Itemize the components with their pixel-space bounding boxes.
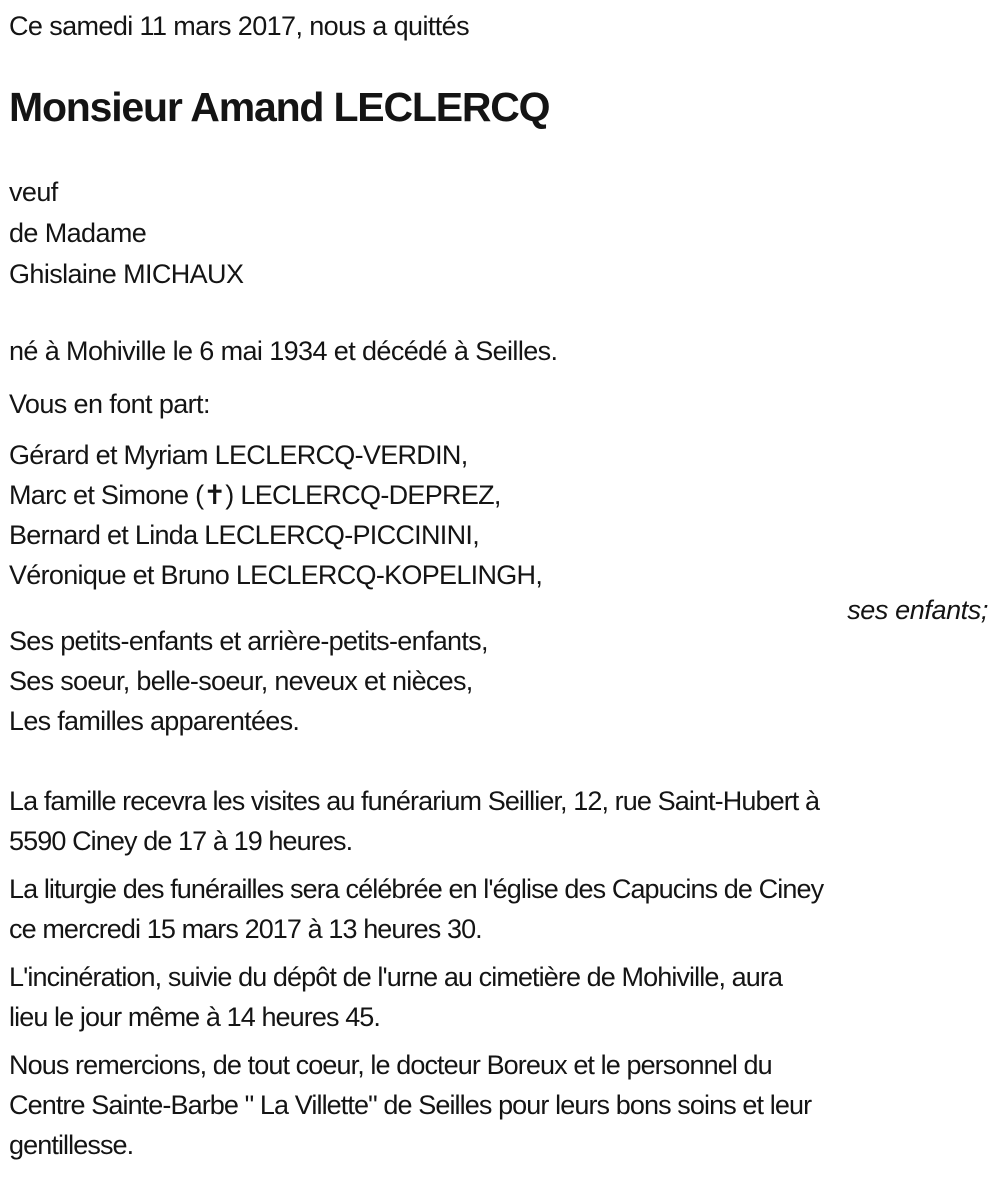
- cremation-line: lieu le jour même à 14 heures 45.: [9, 1002, 381, 1032]
- announcement-lead: Vous en font part:: [9, 389, 210, 419]
- relative-line: Ses petits-enfants et arrière-petits-enfants,: [9, 626, 488, 656]
- marital-status-block: [9, 172, 988, 295]
- deceased-name: Monsieur Amand LECLERCQ: [9, 84, 550, 130]
- liturgy-line: ce mercredi 15 mars 2017 à 13 heures 30.: [9, 914, 482, 944]
- relative-line: Ses soeur, belle-soeur, neveux et nièces,: [9, 666, 473, 696]
- intro-line: Ce samedi 11 mars 2017, nous a quittés: [9, 11, 469, 41]
- child-line: Marc et Simone (✝) LECLERCQ-DEPREZ,: [9, 480, 501, 510]
- marital-status-line: veuf: [9, 177, 58, 207]
- child-line: Véronique et Bruno LECLERCQ-KOPELINGH,: [9, 560, 543, 590]
- thanks-paragraph: [9, 1045, 988, 1165]
- visits-line: La famille recevra les visites au funérarium Seillier, 12, rue Saint-Hubert à: [9, 786, 820, 816]
- visits-paragraph: [9, 781, 988, 861]
- child-line: Bernard et Linda LECLERCQ-PICCININI,: [9, 520, 479, 550]
- visits-line: 5590 Ciney de 17 à 19 heures.: [9, 826, 353, 856]
- birth-death-line: né à Mohiville le 6 mai 1934 et décédé à Seilles.: [9, 336, 558, 366]
- cremation-paragraph: [9, 957, 988, 1037]
- relatives-list: [9, 621, 988, 741]
- liturgy-line: La liturgie des funérailles sera célébrée en l'église des Capucins de Ciney: [9, 874, 824, 904]
- ceremony-details: [9, 781, 988, 1165]
- children-label: ses enfants;: [847, 595, 988, 625]
- thanks-line: Centre Sainte-Barbe " La Villette" de Seilles pour leurs bons soins et leur: [9, 1090, 812, 1120]
- child-line: Gérard et Myriam LECLERCQ-VERDIN,: [9, 440, 468, 470]
- relative-line: Les familles apparentées.: [9, 706, 300, 736]
- spouse-name: Ghislaine MICHAUX: [9, 259, 244, 289]
- thanks-line: gentillesse.: [9, 1130, 134, 1160]
- liturgy-paragraph: [9, 869, 988, 949]
- marital-status-line: de Madame: [9, 218, 147, 248]
- cremation-line: L'incinération, suivie du dépôt de l'urne au cimetière de Mohiville, aura: [9, 962, 783, 992]
- thanks-line: Nous remercions, de tout coeur, le docteur Boreux et le personnel du: [9, 1050, 772, 1080]
- children-list: [9, 435, 988, 595]
